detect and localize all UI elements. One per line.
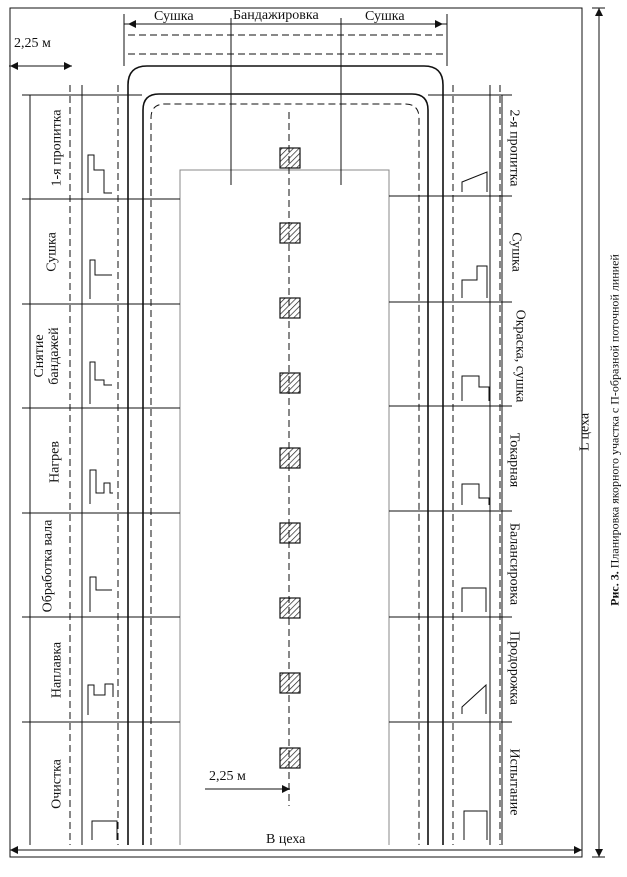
column-6	[280, 523, 300, 543]
right-station-3: Окраска, сушка	[512, 309, 528, 403]
workshop-frame	[10, 8, 582, 857]
label-drying-left: Сушка	[154, 9, 194, 24]
dim-length: L цеха	[577, 412, 593, 452]
label-banding: Бандажировка	[233, 8, 319, 23]
dim-width: В цеха	[266, 832, 306, 847]
right-station-6: Продорожка	[506, 631, 522, 705]
right-station-5: Балансировка	[506, 522, 522, 606]
left-station-7: Очистка	[49, 759, 65, 809]
left-station-5: Обработка вала	[40, 519, 56, 613]
column-4	[280, 373, 300, 393]
label-drying-right: Сушка	[365, 9, 405, 24]
dim-top-offset: 2,25 м	[14, 36, 51, 51]
column-2	[280, 223, 300, 243]
left-station-3: Снятие бандажей	[32, 327, 62, 385]
left-station-4: Нагрев	[47, 441, 63, 483]
column-5	[280, 448, 300, 468]
figure-caption	[608, 254, 623, 606]
right-station-4: Токарная	[506, 432, 522, 488]
building-columns	[280, 148, 300, 768]
dim-bottom-offset: 2,25 м	[209, 769, 246, 784]
column-9	[280, 748, 300, 768]
caption-prefix: Рис. 3.	[607, 571, 622, 606]
column-3	[280, 298, 300, 318]
left-station-2: Сушка	[44, 232, 60, 272]
caption-text: Планировка якорного участка с П-образной поточной линией	[607, 254, 622, 569]
column-7	[280, 598, 300, 618]
conveyor-inner-rail	[143, 94, 428, 845]
column-8	[280, 673, 300, 693]
left-station-6: Наплавка	[49, 641, 65, 699]
right-station-2: Сушка	[508, 232, 524, 272]
column-1	[280, 148, 300, 168]
left-station-1: 1-я пропитка	[49, 109, 65, 187]
inner-aisle	[180, 170, 389, 845]
right-station-1: 2-я пропитка	[506, 109, 522, 187]
right-station-7: Испытание	[506, 748, 522, 816]
conveyor-dashed-track	[151, 104, 419, 845]
